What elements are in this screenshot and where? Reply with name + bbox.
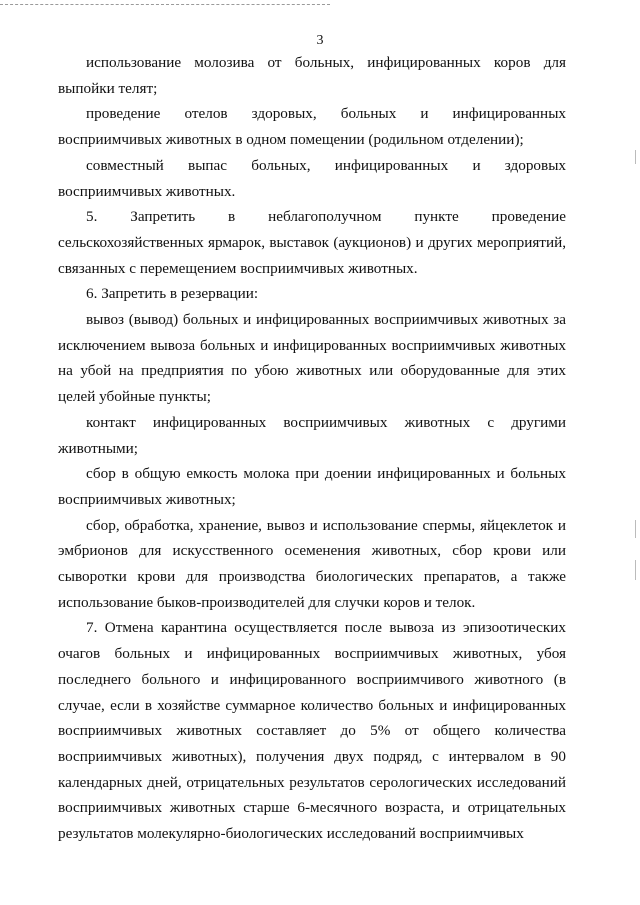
paragraph-calving: проведение отелов здоровых, больных и инфицированных восприимчивых животных в одном помещении (родильном отделении); [58, 105, 566, 149]
paragraph-milk: сбор в общую емкость молока при доении инфицированных и больных восприимчивых животных; [58, 465, 566, 508]
paragraph-item-7: 7. Отмена карантина осуществляется после вывоза из эпизоотических очагов больных и инфицированных восприимчивых животных, убоя последнего больного и инфицированного восприимчивого животного (в случае, если в хозяйстве суммарное количество больных и инфицированных восприимчивых животных составляет до 5% от общего количества восприимчивых животных), получения двух подряд, с интервалом в 90 календарных дней, отрицательных результатов серологических исследований восприимчивых животных старше 6-месячного возраста, и отрицательных результатов молекулярно-биологических исследований восприимчивых [58, 619, 566, 843]
scan-edge-mark [635, 560, 636, 580]
paragraph-item-5: 5. Запретить в неблагополучном пункте проведение сельскохозяйственных ярмарок, выставок (аукционов) и других мероприятий, связанных с перемещением восприимчивых животных. [58, 208, 566, 277]
page-number: 3 [316, 33, 324, 48]
scan-top-rule [0, 4, 330, 5]
paragraph-grazing: совместный выпас больных, инфицированных и здоровых восприимчивых животных. [58, 156, 566, 200]
paragraph-sperm: сбор, обработка, хранение, вывоз и использование спермы, яйцеклеток и эмбрионов для искусственного осеменения животных, сбор крови или сыворотки крови для производства биологических препаратов, а также использование быков-производителей для случки коров и телок. [58, 516, 566, 611]
document-body [58, 50, 566, 847]
paragraph-item-6: 6. Запретить в резервации: [86, 285, 259, 303]
paragraph-export: вывоз (вывод) больных и инфицированных восприимчивых животных за исключением вывоза больных и инфицированных восприимчивых животных на убой на предприятия по убою животных или оборудованные для этих целей убойные пункты; [58, 311, 566, 406]
paragraph-colostrum: использование молозива от больных, инфицированных коров для выпойки телят; [58, 54, 566, 97]
scan-edge-mark [635, 520, 636, 538]
paragraph-contact: контакт инфицированных восприимчивых животных с другими животными; [58, 413, 566, 457]
scan-edge-mark [635, 150, 636, 164]
